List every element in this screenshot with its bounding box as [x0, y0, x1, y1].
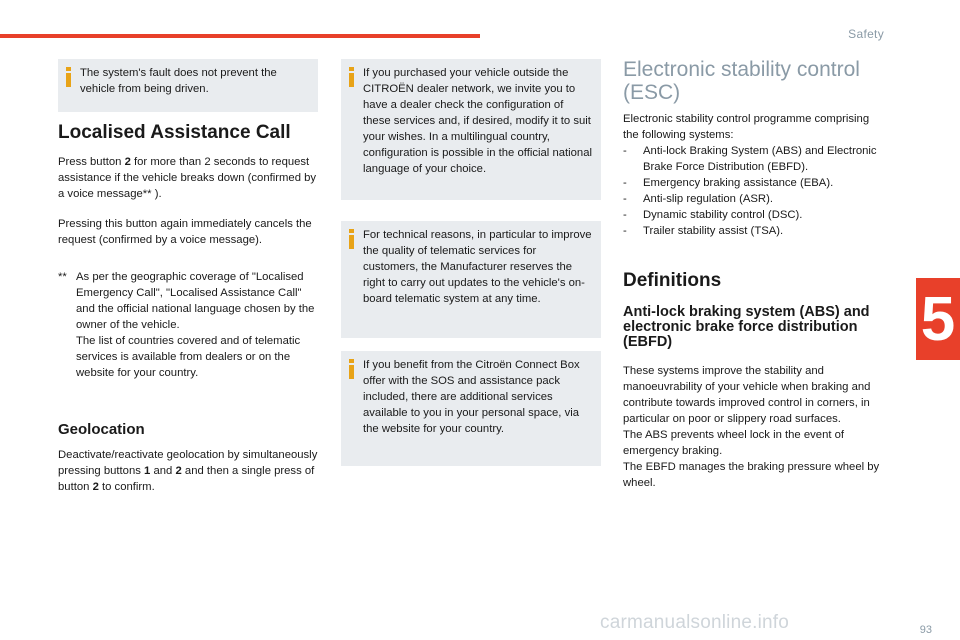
- localised-assistance-call-heading: Localised Assistance Call: [58, 122, 291, 143]
- list-item: - Trailer stability assist (TSA).: [623, 225, 784, 237]
- info-icon: [349, 229, 354, 249]
- info-note-fault: [58, 59, 318, 112]
- list-item: - Dynamic stability control (DSC).: [623, 209, 803, 221]
- info-icon: [349, 359, 354, 379]
- list-item: - Anti-lock Braking System (ABS) and Electronic Brake Force Distribution (EBFD).: [623, 145, 877, 173]
- watermark: carmanualsonline.info: [600, 612, 790, 633]
- note-text: The system's fault does not prevent the vehicle from being driven.: [80, 67, 277, 95]
- page-number: 93: [919, 624, 932, 636]
- chapter-tab: 5: [916, 278, 960, 360]
- definitions-heading: Definitions: [623, 270, 722, 291]
- note-text: For technical reasons, in particular to improve the quality of telematic services for customers, the Manufacturer reserves the right to carry out updates to the vehicle's on-board telematic system at any time.: [363, 229, 592, 305]
- note-text: If you benefit from the Citroën Connect Box offer with the SOS and assistance pack included, there are additional services available to you in your personal space, via the website for your country.: [363, 359, 580, 435]
- esc-title: Electronic stability control (ESC): [623, 58, 860, 104]
- info-icon: [349, 67, 354, 87]
- esc-intro: Electronic stability control programme comprising the following systems:: [623, 113, 870, 141]
- list-item: - Emergency braking assistance (EBA).: [623, 177, 834, 189]
- lac-paragraph-1: Press button 2 for more than 2 seconds to request assistance if the vehicle breaks down (confirmed by a voice message** ).: [58, 156, 317, 200]
- geolocation-heading: Geolocation: [58, 421, 145, 438]
- footnote-marker: **: [58, 271, 67, 283]
- geolocation-paragraph: Deactivate/reactivate geolocation by simultaneously pressing buttons 1 and 2 and then a single press of button 2 to confirm.: [58, 449, 318, 493]
- abs-ebfd-paragraph: These systems improve the stability and manoeuvrability of your vehicle when braking and contribute towards improved control in corners, in particular on poor or slippery road surfaces. The ABS prevents wheel lock in the event of emergency braking. The EBFD manages the braking pressure wheel by wheel.: [623, 365, 880, 489]
- list-item: - Anti-slip regulation (ASR).: [623, 193, 773, 205]
- info-note-dealer-config: [341, 59, 601, 200]
- lac-paragraph-2: Pressing this button again immediately cancels the request (confirmed by a voice message).: [58, 218, 312, 246]
- section-title: Safety: [848, 27, 884, 41]
- header-accent-bar: [0, 34, 480, 38]
- info-note-telematic-updates: [341, 221, 601, 338]
- abs-ebfd-heading: Anti-lock braking system (ABS) and electronic brake force distribution (EBFD): [623, 304, 870, 350]
- info-note-connect-box: [341, 351, 601, 466]
- esc-systems-list: [623, 143, 885, 239]
- note-text: If you purchased your vehicle outside the CITROËN dealer network, we invite you to have a dealer check the configuration of these services and, if desired, modify it to suit your wishes. In a multilingual country, configuration is possible in the official national language of your choice.: [363, 67, 593, 175]
- footnote-text: As per the geographic coverage of "Localised Emergency Call", "Localised Assistance Call" and the official national language chosen by the owner of the vehicle. The list of countries covered and of telematic services is available from dealers or on the website for your country.: [76, 271, 315, 379]
- info-icon: [66, 67, 71, 87]
